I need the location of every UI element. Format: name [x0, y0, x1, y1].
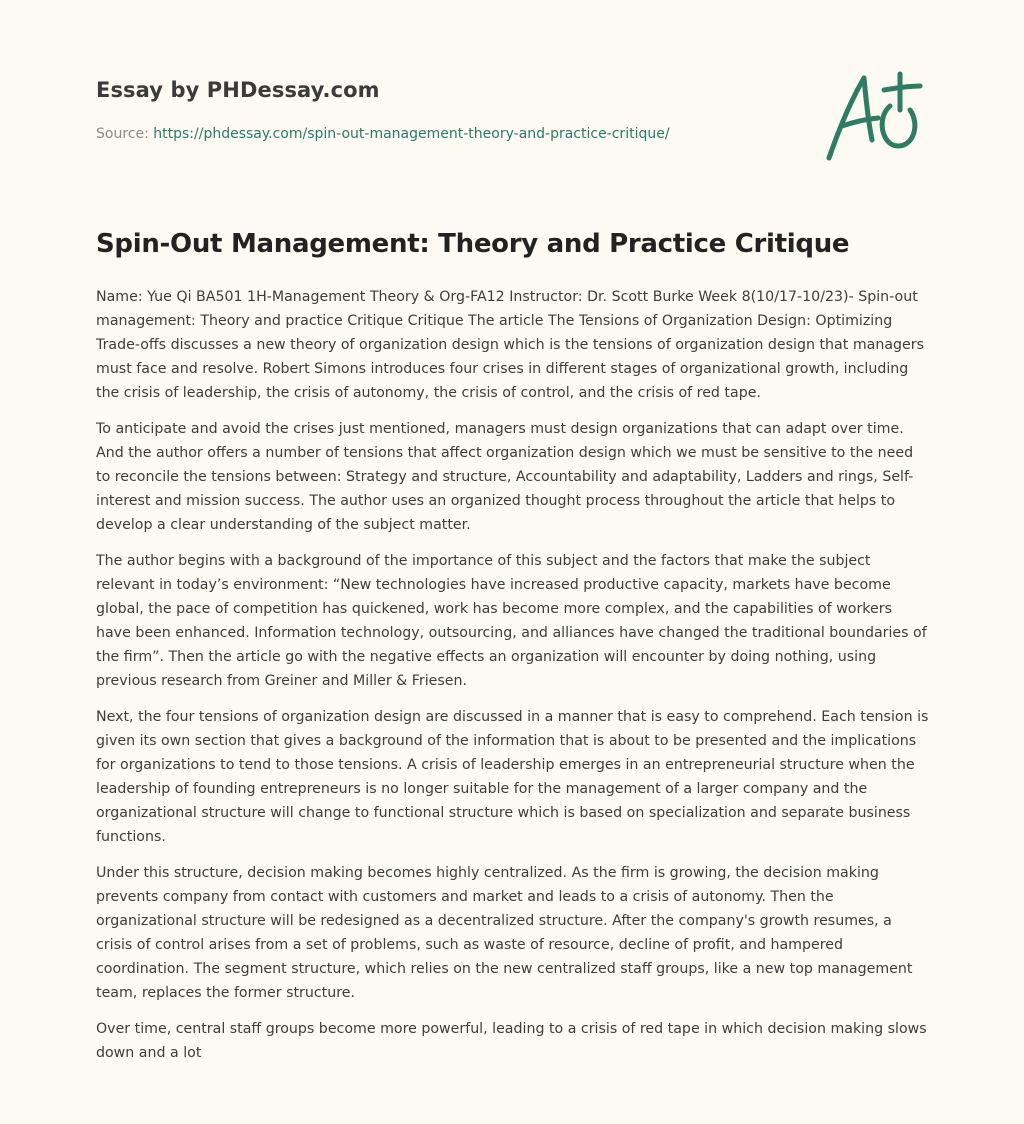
source-line [96, 124, 796, 144]
source-label: Source: [96, 126, 149, 142]
a-plus-logo-icon [820, 66, 930, 166]
essay-paragraph: Over time, central staff groups become more powerful, leading to a crisis of red tape in which decision making slows down and a lot [96, 1021, 927, 1061]
essay-paragraph: The author begins with a background of the importance of this subject and the factors that make the subject relevant in today’s environment: “New technologies have increased productive capacity, markets have become global, the pace of competition has quickened, work has become more complex, and the capabilities of workers have been enhanced. Information technology, outsourcing, and alliances have changed the traditional boundaries of the firm”. Then the article go with the negative effects an organization will encounter by doing nothing, using previous research from Greiner and Miller & Friesen. [96, 553, 927, 689]
essay-paragraph: To anticipate and avoid the crises just mentioned, managers must design organizations that can adapt over time. And the author offers a number of tensions that affect organization design which we must be sensitive to the need to reconcile the tensions between: Strategy and structure, Accountability and adaptability, Ladders and rings, Self-interest and mission success. The author uses an organized thought process throughout the article that helps to develop a clear understanding of the subject matter. [96, 421, 914, 533]
essay-paragraph: Name: Yue Qi BA501 1H-Management Theory & Org-FA12 Instructor: Dr. Scott Burke Week 8(10/17-10/23)- Spin-out management: Theory and practice Critique Critique The article The Tensions of Organization Design: Optimizing Trade-offs discusses a new theory of organization design which is the tensions of organization design that managers must face and resolve. Robert Simons introduces four crises in different stages of organizational growth, including the crisis of leadership, the crisis of autonomy, the crisis of control, and the crisis of red tape. [96, 289, 924, 401]
site-brand: Essay by PHDessay.com [96, 78, 380, 102]
essay-paragraph: Under this structure, decision making becomes highly centralized. As the firm is growing, the decision making prevents company from contact with customers and market and leads to a crisis of autonomy. Then the organizational structure will be redesigned as a decentralized structure. After the company's growth resumes, a crisis of control arises from a set of problems, such as waste of resource, decline of profit, and hampered coordination. The segment structure, which relies on the new centralized staff groups, like a new top management team, replaces the former structure. [96, 865, 913, 1001]
essay-paragraph: Next, the four tensions of organization design are discussed in a manner that is easy to comprehend. Each tension is given its own section that gives a background of the information that is about to be presented and the implications for organizations to tend to those tensions. A crisis of leadership emerges in an entrepreneurial structure when the leadership of founding entrepreneurs is no longer suitable for the management of a larger company and the organizational structure will change to functional structure which is based on specialization and separate business functions. [96, 709, 929, 845]
a-plus-logo-svg [820, 66, 930, 166]
source-link[interactable]: https://phdessay.com/spin-out-management-theory-and-practice-critique/ [153, 126, 670, 142]
essay-title: Spin-Out Management: Theory and Practice Critique [96, 229, 850, 259]
essay-body [96, 285, 930, 1077]
essay-header [96, 76, 796, 144]
